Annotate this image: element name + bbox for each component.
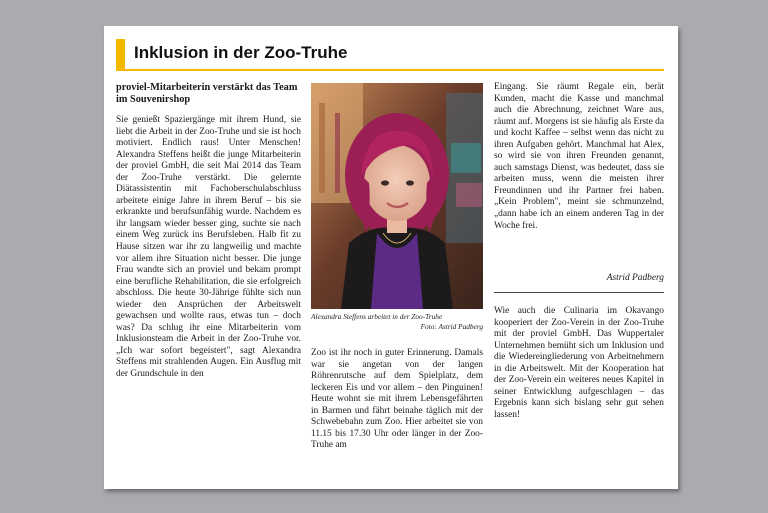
- headline-underline: [116, 69, 664, 71]
- author-byline: Astrid Padberg: [606, 273, 664, 283]
- column-2-text: Zoo ist ihr noch in guter Erinnerung. Damals war sie angetan von der langen Röhrenrutsche auf dem Spielplatz, dem leckeren Eis und vor allem – den Pinguinen! Heute wohnt sie mit ihrem Lebensgefährten in Barmen und fährt beinahe täglich mit der Schwebebahn zum Zoo. Hier arbeitet sie von 11.15 bis 17.30 Uhr oder länger in der Zoo-Truhe am: [311, 348, 483, 451]
- newspaper-page: [104, 26, 678, 489]
- photo-caption-text: Alexandra Steffens arbeitet in der Zoo-Truhe: [311, 312, 443, 321]
- divider-rule: [494, 292, 664, 293]
- headline-accent-bar: [116, 39, 125, 69]
- headline: Inklusion in der Zoo-Truhe: [134, 43, 348, 62]
- column-1-text: Sie genießt Spaziergänge mit ihrem Hund, sie liebt die Arbeit in der Zoo-Truhe und sie ist hoch motiviert. Endlich raus! Unter Menschen! Alexandra Steffens heißt die junge Mitarbeiterin der proviel GmbH, die seit Mai 2014 das Team der Zoo-Truhe verstärkt. Die gelernte Diätassistentin mit Fachoberschulabschluss arbeitete einige Jahre in ihrem Beruf – bis sie erkrankte und berufsunfähig wurde. Nachdem es ihr langsam wieder besser ging, suchte sie nach einem Weg zurück ins Berufsleben. Halb fit zu Hause sitzen war ihr zu langweilig und machte vor allem ihre Situation nicht besser. Die junge Frau wandte sich an proviel und bekam prompt eine berufliche Rehabilitation, die sie erfolgreich abschloss. Die heute 30-Jährige fühlte sich nun wieder den Ansprüchen der Arbeitswelt gewachsen und wollte raus, etwas tun – doch was? Da schlug ihr eine Mitarbeiterin vom Inklusionsteam die Arbeit in der Zoo-Truhe vor. „Ich war sofort begeistert", sagt Alexandra Steffens mit strahlenden Augen. Ein Ausflug mit der Grundschule in den: [116, 115, 301, 380]
- portrait-photo-image: [311, 83, 483, 309]
- column-1: [116, 82, 301, 381]
- photo-credit: Foto: Astrid Padberg: [420, 322, 483, 331]
- portrait-photo: [311, 83, 483, 309]
- info-box: [494, 306, 664, 421]
- subheadline: proviel-Mitarbeiterin verstärkt das Team im Souvenirshop: [116, 82, 298, 105]
- photo-caption: [311, 312, 483, 332]
- column-3: [494, 82, 664, 232]
- column-3-text: Eingang. Sie räumt Regale ein, berät Kunden, macht die Kasse und manchmal auch die Abrechnung, zeichnet Ware aus, räumt auf. Morgens ist sie häufig als Erste da und kocht Kaffee – selbst wenn das nicht zu ihren Aufgaben gehört. Manchmal hat Alex, so wird sie von ihren Freunden genannt, auch samstags Dienst, was bedeutet, dass sie arbeiten muss, wenn die meisten ihrer Freundinnen und ihr Partner frei haben. „Kein Problem", meint sie schmunzelnd, „dann habe ich an einem anderen Tag in der Woche frei.: [494, 82, 664, 231]
- headline-block: [116, 33, 664, 71]
- info-box-text: Wie auch die Culinaria im Okavango kooperiert der Zoo-Verein in der Zoo-Truhe mit der proviel GmbH. Das Wuppertaler Unternehmen bemüht sich um Inklusion und die Wiedereingliederung von Arbeitnehmern in die Arbeitswelt. Mit der Kooperation hat der Zoo-Verein ein weiteres neues Kapitel in seiner Entwicklung aufgeschlagen – das Ergebnis kann sich bislang sehr gut sehen lassen!: [494, 306, 664, 420]
- column-2: [311, 348, 483, 452]
